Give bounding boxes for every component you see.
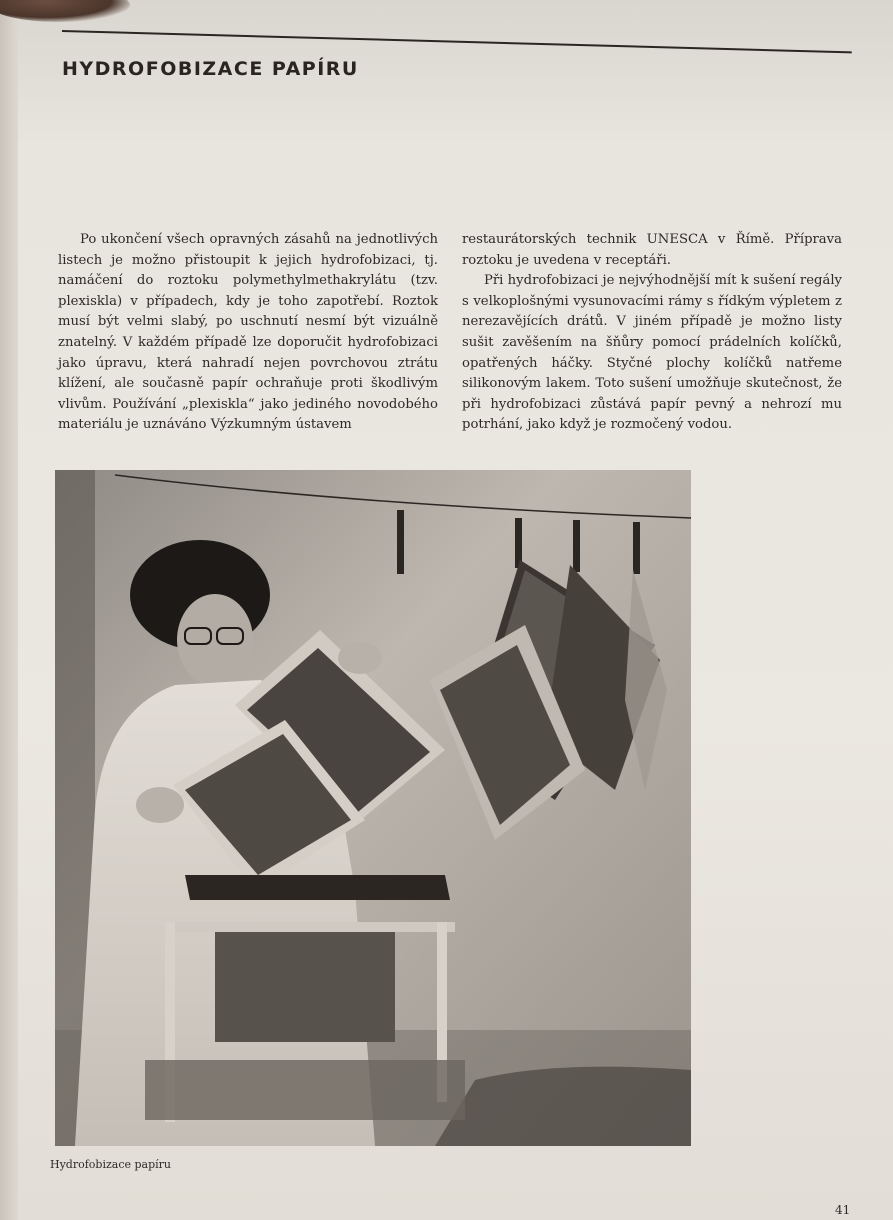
figure-caption: Hydrofobizace papíru: [50, 1158, 172, 1171]
thumb-shadow: [0, 0, 130, 22]
paragraph-intro: Po ukončení všech opravných zásahů na jednotlivých listech je možno přistoupit k jejich hydrofobizaci, tj. namáčení do roztoku polymethylmethakrylátu (tzv. plexiskla) v případech, kdy je toho zapotřebí. Roztok musí být velmi slabý, po uschnutí nesmí být vizuálně znatelný. V každém případě lze doporučit hydrofobizaci jako úpravu, která nahradí nejen povrchovou ztrátu klížení, ale současně papír ochraňuje proti škodlivým vlivům. Používání „plexiskla“ jako jediného novodobého materiálu je uznáváno Výzkumným ústavem: [58, 232, 438, 433]
paragraph-continuation: restaurátorských technik UNESCA v Římě. Příprava roztoku je uvedena v receptáři.: [462, 232, 842, 268]
page-title: HYDROFOBIZACE PAPÍRU: [62, 58, 359, 80]
page-number: 41: [835, 1203, 851, 1217]
photograph: [55, 470, 691, 1146]
top-rule: [62, 30, 852, 53]
photograph-illustration: [55, 470, 691, 1146]
text-column-right: [462, 230, 842, 436]
text-column-left: [58, 230, 438, 436]
page-edge: [0, 0, 18, 1220]
paragraph-drying: Při hydrofobizaci je nejvýhodnější mít k sušení regály s velkoplošnými vysunovacími rámy s řídkým výpletem z nerezavějících drátů. V jiném případě je možno listy sušit zavěšením na šňůry pomocí prádelních kolíčků, opatřených háčky. Styčné plochy kolíčků natřeme silikonovým lakem. Toto sušení umožňuje skutečnost, že při hydrofobizaci zůstává papír pevný a nehrozí mu potrhání, jako když je rozmočený vodou.: [462, 273, 842, 433]
